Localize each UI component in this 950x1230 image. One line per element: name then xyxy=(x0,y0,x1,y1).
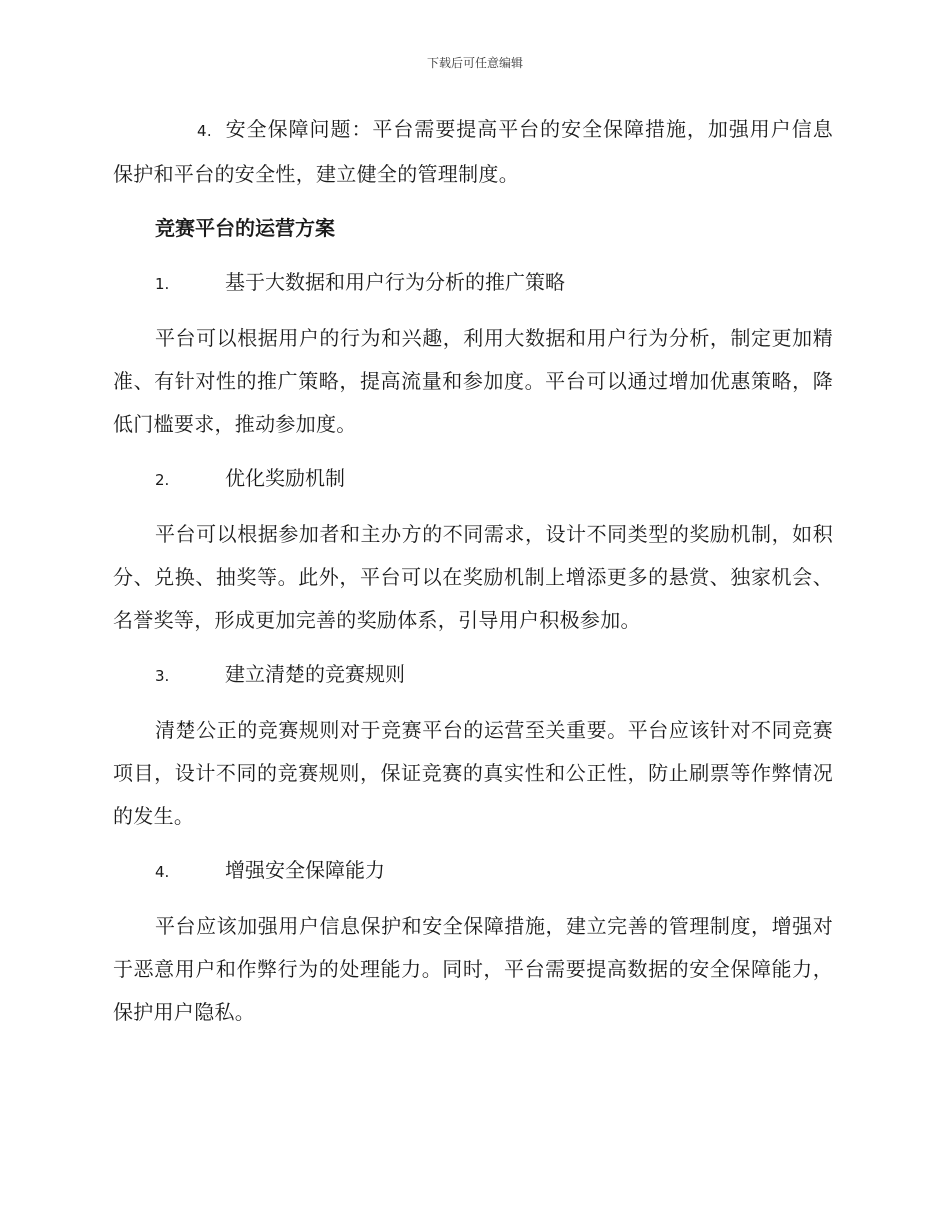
document-body xyxy=(113,108,833,1045)
item-4-body: 平台应该加强用户信息保护和安全保障措施，建立完善的管理制度，增强对于恶意用户和作弊行为的处理能力。同时，平台需要提高数据的安全保障能力，保护用户隐私。 xyxy=(113,914,833,1024)
item-1-heading xyxy=(113,261,833,306)
item-3-heading xyxy=(113,653,833,698)
item-2-number: 2. xyxy=(155,471,170,489)
item-1-body: 平台可以根据用户的行为和兴趣，利用大数据和用户行为分析，制定更加精准、有针对性的推广策略，提高流量和参加度。平台可以通过增加优惠策略，降低门槛要求，推动参加度。 xyxy=(113,326,833,436)
item-2-title: 优化奖励机制 xyxy=(225,466,345,490)
item-4-heading xyxy=(113,849,833,894)
item-4-title: 增强安全保障能力 xyxy=(225,858,385,882)
intro-item-text: 安全保障问题：平台需要提高平台的安全保障措施，加强用户信息保护和平台的安全性，建立健全的管理制度。 xyxy=(113,117,833,186)
intro-item-number: 4. xyxy=(197,122,212,140)
item-4-number: 4. xyxy=(155,863,170,881)
section-title: 竞赛平台的运营方案 xyxy=(155,216,335,240)
item-3-title: 建立清楚的竞赛规则 xyxy=(225,662,405,686)
item-2-heading xyxy=(113,457,833,502)
intro-item xyxy=(113,108,833,196)
item-3-body: 清楚公正的竞赛规则对于竞赛平台的运营至关重要。平台应该针对不同竞赛项目，设计不同的竞赛规则，保证竞赛的真实性和公正性，防止刷票等作弊情况的发生。 xyxy=(113,718,833,828)
item-1-title: 基于大数据和用户行为分析的推广策略 xyxy=(225,270,565,294)
item-2-body: 平台可以根据参加者和主办方的不同需求，设计不同类型的奖励机制，如积分、兑换、抽奖等。此外，平台可以在奖励机制上增添更多的悬赏、独家机会、名誉奖等，形成更加完善的奖励体系，引导用户积极参加。 xyxy=(113,522,833,632)
item-1-number: 1. xyxy=(155,275,170,293)
page-header: 下载后可任意编辑 xyxy=(426,56,523,70)
item-3-number: 3. xyxy=(155,667,170,685)
